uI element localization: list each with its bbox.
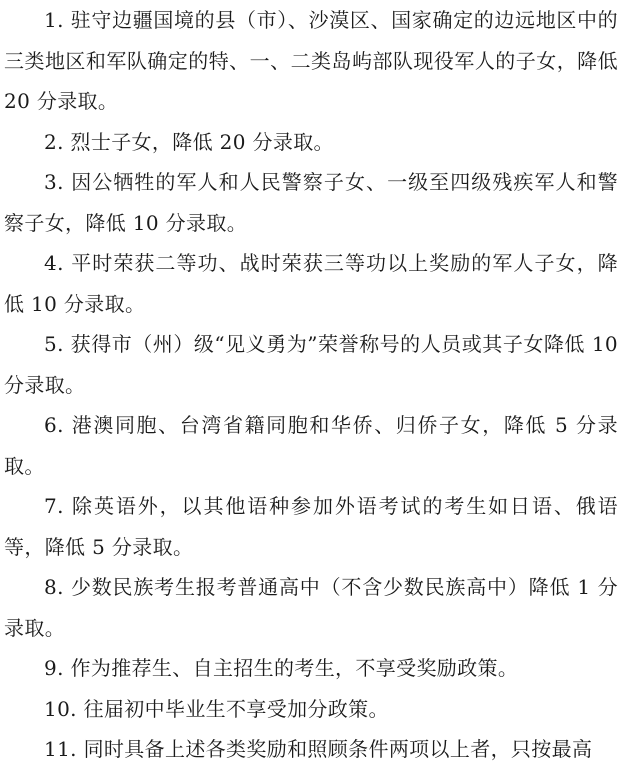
policy-item-1: 1. 驻守边疆国境的县（市）、沙漠区、国家确定的边远地区中的三类地区和军队确定的特、一、二类岛屿部队现役军人的子女，降低 20 分录取。 — [4, 8, 618, 113]
policy-item-5: 5. 获得市（州）级“见义勇为”荣誉称号的人员或其子女降低 10 分录取。 — [4, 332, 618, 397]
policy-item-3: 3. 因公牺牲的军人和人民警察子女、一级至四级残疾军人和警察子女，降低 10 分录取。 — [4, 170, 618, 235]
policy-item-11: 11. 同时具备上述各类奖励和照顾条件两项以上者，只按最高 — [44, 737, 593, 761]
policy-item-8: 8. 少数民族考生报考普通高中（不含少数民族高中）降低 1 分录取。 — [4, 575, 618, 640]
policy-item-9: 9. 作为推荐生、自主招生的考生，不享受奖励政策。 — [44, 656, 519, 680]
policy-item-10: 10. 往届初中毕业生不享受加分政策。 — [44, 696, 389, 721]
policy-item-7: 7. 除英语外，以其他语种参加外语考试的考生如日语、俄语等，降低 5 分录取。 — [4, 494, 618, 559]
policy-item-2: 2. 烈士子女，降低 20 分录取。 — [44, 129, 334, 154]
policy-item-6: 6. 港澳同胞、台湾省籍同胞和华侨、归侨子女，降低 5 分录取。 — [4, 413, 618, 478]
policy-item-4: 4. 平时荣获二等功、战时荣获三等功以上奖励的军人子女，降低 10 分录取。 — [4, 251, 618, 316]
